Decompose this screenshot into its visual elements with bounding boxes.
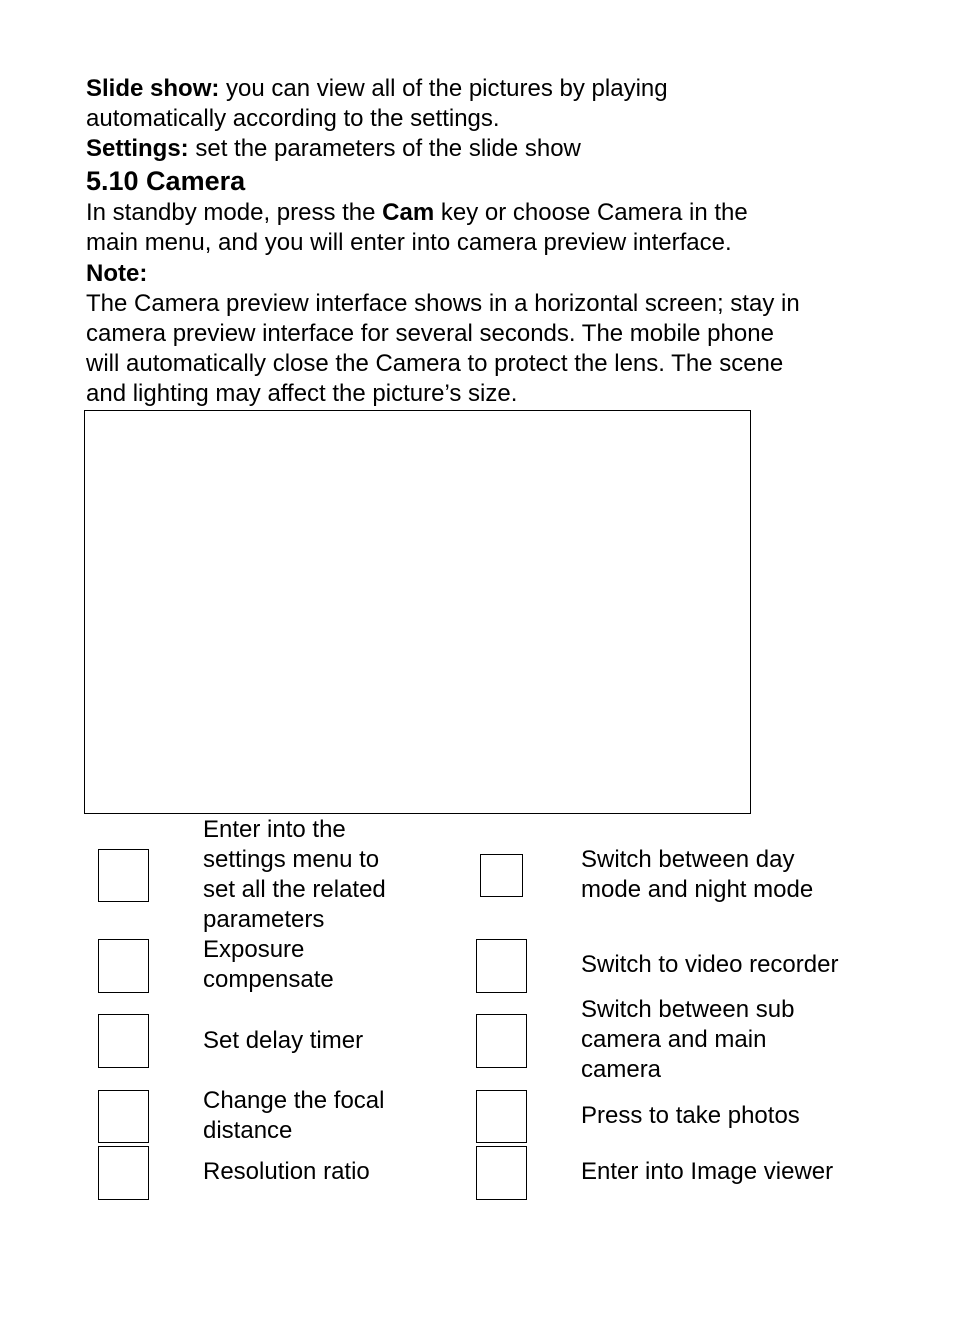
- note-line-1: The Camera preview interface shows in a horizontal screen; stay in: [86, 290, 800, 317]
- note-line-2: camera preview interface for several seconds. The mobile phone: [86, 320, 774, 347]
- switch-camera-description: Switch between sub camera and main camera: [581, 996, 795, 1083]
- cam-key-label: Cam: [382, 199, 435, 226]
- delay-timer-icon: [98, 1014, 149, 1068]
- take-photo-icon: [476, 1090, 527, 1143]
- section-title: 5.10 Camera: [86, 166, 246, 196]
- note-label: Note:: [86, 260, 148, 287]
- delay-timer-description: Set delay timer: [203, 1027, 364, 1054]
- camera-intro-b: key or choose Camera in the: [434, 199, 748, 226]
- resolution-icon: [98, 1146, 149, 1200]
- video-recorder-icon: [476, 939, 527, 993]
- note-line-4: and lighting may affect the picture’s size.: [86, 380, 518, 407]
- slideshow-text: you can view all of the pictures by playing: [219, 75, 668, 102]
- resolution-description: Resolution ratio: [203, 1158, 370, 1185]
- take-photo-description: Press to take photos: [581, 1102, 800, 1129]
- video-recorder-description: Switch to video recorder: [581, 951, 839, 978]
- settings-label: Settings:: [86, 135, 189, 162]
- camera-intro-a: In standby mode, press the: [86, 199, 383, 226]
- camera-intro-line1: [86, 198, 748, 228]
- slideshow-line: [86, 74, 668, 104]
- image-viewer-icon: [476, 1146, 527, 1200]
- image-viewer-description: Enter into Image viewer: [581, 1158, 834, 1185]
- focal-distance-icon: [98, 1090, 149, 1143]
- settings-line: [86, 134, 581, 164]
- slideshow-label: Slide show:: [86, 75, 220, 102]
- focal-distance-description: Change the focal distance: [203, 1087, 385, 1144]
- settings-icon: [98, 849, 149, 902]
- exposure-description: Exposure compensate: [203, 936, 334, 993]
- settings-description: Enter into the settings menu to set all the related parameters: [203, 816, 386, 933]
- exposure-icon: [98, 939, 149, 993]
- camera-preview-image: [84, 410, 751, 814]
- settings-text: set the parameters of the slide show: [188, 135, 581, 162]
- camera-intro-line2: main menu, and you will enter into camera preview interface.: [86, 229, 732, 256]
- switch-camera-icon: [476, 1014, 527, 1068]
- day-night-icon: [480, 854, 523, 897]
- slideshow-text-cont: automatically according to the settings.: [86, 105, 500, 132]
- day-night-description: Switch between day mode and night mode: [581, 846, 814, 903]
- note-line-3: will automatically close the Camera to protect the lens. The scene: [86, 350, 784, 377]
